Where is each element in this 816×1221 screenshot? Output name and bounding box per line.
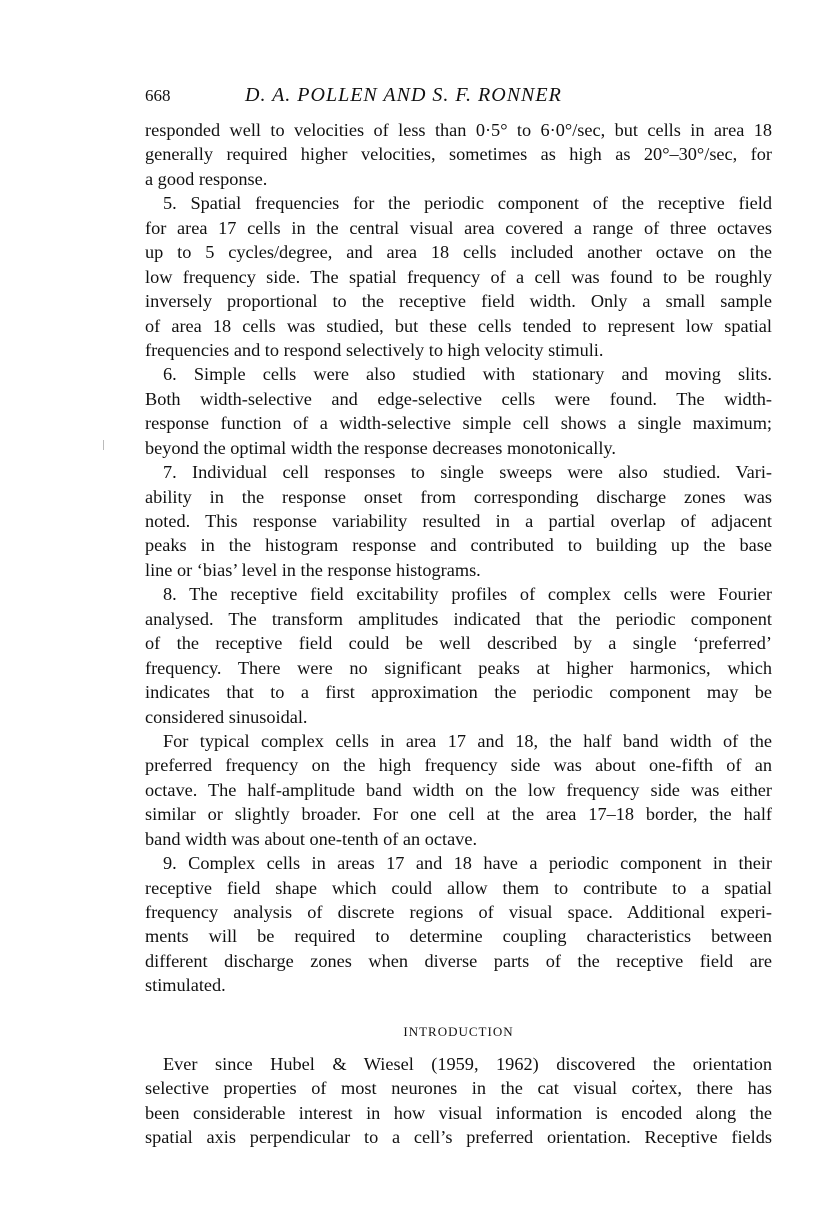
- text-line: 5. Spatial frequencies for the periodic component of the receptive field: [163, 193, 772, 214]
- text-line: 6. Simple cells were also studied with stationary and moving slits.: [163, 364, 772, 385]
- body-text: [145, 118, 772, 1150]
- text-line: stimulated.: [145, 975, 226, 996]
- text-line: receptive field shape which could allow them to contribute to a spatial: [145, 877, 772, 898]
- text-line: selective properties of most neurones in the cat visual cortex, there has: [145, 1078, 772, 1099]
- text-line: 9. Complex cells in areas 17 and 18 have a periodic component in their: [163, 853, 772, 874]
- text-line: responded well to velocities of less than 0·5° to 6·0°/sec, but cells in area 18: [145, 120, 772, 140]
- text-line: 8. The receptive field excitability profiles of complex cells were Fourier: [163, 584, 772, 605]
- text-line: 7. Individual cell responses to single sweeps were also studied. Vari-: [163, 462, 772, 483]
- text-line: different discharge zones when diverse parts of the receptive field are: [145, 950, 772, 971]
- text-line: spatial axis perpendicular to a cell’s preferred orientation. Receptive fields: [145, 1127, 772, 1148]
- text-line: inversely proportional to the receptive field width. Only a small sample: [145, 291, 772, 312]
- paragraph: [145, 118, 772, 191]
- text-line: Ever since Hubel & Wiesel (1959, 1962) discovered the orientation: [163, 1053, 772, 1074]
- text-line: up to 5 cycles/degree, and area 18 cells included another octave on the: [145, 242, 772, 263]
- text-line: considered sinusoidal.: [145, 706, 308, 727]
- text-line: frequency. There were no significant peaks at higher harmonics, which: [145, 657, 772, 678]
- running-title: D. A. POLLEN AND S. F. RONNER: [245, 84, 562, 106]
- text-line: frequency analysis of discrete regions of visual space. Additional experi-: [145, 902, 772, 922]
- paragraph: [145, 191, 772, 362]
- text-line: noted. This response variability resulted in a partial overlap of adjacent: [145, 511, 772, 531]
- paragraph: [145, 362, 772, 460]
- text-line: peaks in the histogram response and contributed to building up the base: [145, 535, 772, 556]
- text-line: ments will be required to determine coupling characteristics between: [145, 926, 772, 947]
- text-line: Both width-selective and edge-selective cells were found. The width-: [145, 388, 772, 409]
- text-line: octave. The half-amplitude band width on the low frequency side was either: [145, 779, 772, 800]
- text-line: ability in the response onset from corresponding discharge zones was: [145, 486, 772, 507]
- text-line: indicates that to a first approximation the periodic component may be: [145, 682, 772, 703]
- page-header: [145, 84, 772, 112]
- page-number: 668: [145, 86, 171, 105]
- text-line: a good response.: [145, 168, 268, 189]
- text-line: frequencies and to respond selectively to high velocity stimuli.: [145, 339, 604, 360]
- text-line: been considerable interest in how visual information is encoded along the: [145, 1102, 772, 1123]
- text-line: preferred frequency on the high frequency side was about one-fifth of an: [145, 755, 772, 776]
- text-line: similar or slightly broader. For one cell at the area 17–18 border, the half: [145, 804, 772, 825]
- text-line: response function of a width-selective simple cell shows a single maximum;: [145, 413, 772, 434]
- paragraph: [145, 729, 772, 851]
- section-heading: INTRODUCTION: [403, 1023, 514, 1039]
- text-line: low frequency side. The spatial frequency of a cell was found to be roughly: [145, 266, 772, 287]
- text-line: band width was about one-tenth of an octave.: [145, 828, 478, 849]
- text-line: analysed. The transform amplitudes indicated that the periodic component: [145, 608, 772, 629]
- paragraph: [145, 1052, 772, 1150]
- text-line: beyond the optimal width the response decreases monotonically.: [145, 437, 616, 458]
- text-line: of the receptive field could be well described by a single ‘preferred’: [145, 633, 772, 654]
- paragraph: [145, 582, 772, 729]
- scan-mark: [103, 440, 104, 450]
- text-line: of area 18 cells was studied, but these cells tended to represent low spatial: [145, 315, 772, 336]
- paragraph: [145, 460, 772, 582]
- text-line: for area 17 cells in the central visual area covered a range of three octaves: [145, 217, 772, 238]
- text-line: For typical complex cells in area 17 and 18, the half band width of the: [163, 730, 772, 751]
- text-line: generally required higher velocities, sometimes as high as 20°–30°/sec, for: [145, 144, 772, 165]
- text-line: line or ‘bias’ level in the response histograms.: [145, 559, 481, 580]
- paragraph: [145, 851, 772, 998]
